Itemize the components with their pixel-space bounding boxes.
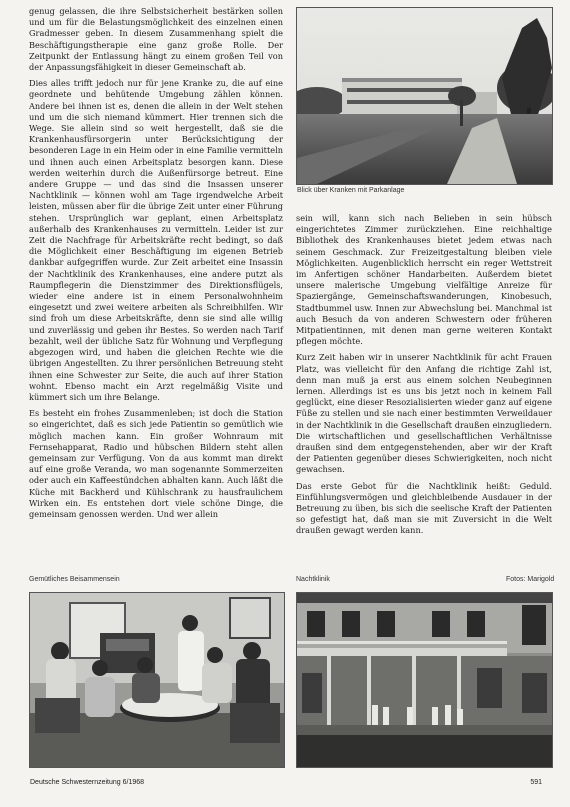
- paragraph: Kurz Zeit haben wir in unserer Nachtklinik für acht Frauen Platz, was vielleicht für den Anfang die richtige Zahl ist, denn man muß ja erst aus einem solchen Neubeginnen lernen. Allerdings ist es uns bis jetzt noch in keinem Fall geglückt, eine dieser Resozialisierten wieder ganz auf eigene Füße zu stellen und sie nach einer bestimmten Verweildauer in der Nachtklinik in die Gesellschaft draußen einzugliedern. Die wirtschaftlichen und gesellschaftlichen Verhältnisse draußen sind dem entgegenstehenden, aber wir der Kraft der Patienten gegenüber dieses Schwierigkeiten, noch nicht gewachsen.: [296, 352, 552, 475]
- photo-credit: Fotos: Marigold: [506, 576, 555, 583]
- top-photo-caption: Blick über Kranken mit Parkanlage: [297, 187, 405, 194]
- paragraph: genug gelassen, die ihre Selbstsicherheit bestärken sollen und um für die Belastungsmöglichkeit des einzelnen einen Gradmesser geben. In diesem Zusammenhang spielt die Beschäftigungstherapie eine ganz große Rolle. Der Zeitpunkt der Entlassung hängt zu einem großen Teil von der Anpassungsfähigkeit in dieser Gemeinschaft ab.: [29, 6, 283, 73]
- night-clinic-photo: [296, 592, 553, 768]
- bottom-right-caption: Nachtklinik: [296, 576, 330, 583]
- paragraph: sein will, kann sich nach Belieben in sein hübsch eingerichtetes Zimmer zurückziehen. Eine reichhaltige Bibliothek des Krankenhauses bietet jedem etwas nach seinem Geschmack. Zur Freizeitgestaltung bleiben viele Möglichkeiten. Augenblicklich herrscht ein reger Wettstreit im Anfertigen schöner Handarbeiten. Außerdem bietet unsere malerische Umgebung vielfältige Anreize für Spaziergänge, Gemeinschaftswanderungen, Kinobesuch, Stadtbummel usw. Innen zur Abwechslung bei. Manchmal ist auch Besuch da von anderen Schwestern oder früheren Mitpatientinnen, mit denen man gerne weiteren Kontakt pflegen möchte.: [296, 213, 552, 347]
- paragraph: Es besteht ein frohes Zusammenleben; ist doch die Station so eingerichtet, daß es sich jede Patientin so gemütlich wie möglich machen kann. Ein großer Wohnraum mit Fernsehapparat, Radio und hübschen Bildern steht allen gemeinsam zur Verfügung. Von da aus kommt man direkt auf eine große Veranda, wo man sogenannte Sommerzeiten oder auch ein Kaffeestündchen abhalten kann. Auch läßt die Küche mit Backherd und Kühlschrank zu hausfraulichem Wirken ein. Es entstehen dort viele schöne Dinge, die gemeinsam genossen werden. Und wer allein: [29, 408, 283, 519]
- bottom-left-caption: Gemütliches Beisammensein: [29, 576, 120, 583]
- text-column-right: [296, 213, 552, 553]
- footer-publication: Deutsche Schwesternzeitung 6/1968: [30, 779, 145, 786]
- living-room-photo: [29, 592, 285, 768]
- page-number: 591: [530, 779, 542, 786]
- paragraph: Dies alles trifft jedoch nur für jene Kranke zu, die auf eine geordnete und behütende Umgebung zählen können. Andere bei ihnen ist es, denen die allein in der Welt stehen und um die sich niemand kümmert. Hier trennen sich die Wege. Sie allein sind so weit hergestellt, daß sie die Krankenhausfürsorgerin unter Berücksichtigung der besonderen Lage in ein Heim oder in eine Familie vermitteln und ihnen auch einen Arbeitsplatz besorgen kann. Diese werden weiterhin durch die Außenfürsorge betreut. Eine andere Gruppe — und das sind die Insassen unserer Nachtklinik — können wohl am Tage irgendwelche Arbeit leisten, müssen aber für die übrige Zeit unter einer Führung stehen. Ursprünglich war geplant, einen Arbeitsplatz außerhalb des Krankenhauses zu vermitteln. Leider ist zur Zeit die Nachfrage für Arbeitskräfte recht bedingt, so daß die Möglichkeit einer Beschäftigung im eigenen Betrieb dankbar aufgegriffen wurde. Zur Zeit arbeitet eine Insassin der Nachtklinik des Krankenhauses, eine andere putzt als Raumpflegerin die Dienstzimmer des Direktionsflügels, wieder eine andere ist in einem Personalwohnheim eingesetzt und zwei weitere arbeiten als Schreibhilfen. Wir sind froh um diese Arbeitskräfte, denn sie sind alle willig und zuverlässig und geben ihr Bestes. So werden nach Tarif bezahlt, weil der übliche Satz für Wohnung und Verpflegung abgezogen wird, und haben die gleichen Rechte wie die übrigen Angestellten. Zu ihrer persönlichen Betreuung steht ihnen eine Schwester zur Seite, die auch auf ihrer Station wohnt. Ebenso macht ein Arzt regelmäßig Visite und kümmert sich um ihre Belange.: [29, 78, 283, 402]
- paragraph: Das erste Gebot für die Nachtklinik heißt: Geduld. Einfühlungsvermögen und gleichbleibende Ausdauer in der Betreuung zu üben, bis sich die seelische Kraft der Patienten so gefestigt hat, daß man sie mit Zuversicht in die Welt draußen gewagt werden kann.: [296, 480, 552, 536]
- hospital-building-photo: [296, 7, 553, 185]
- text-column-left: [29, 6, 283, 554]
